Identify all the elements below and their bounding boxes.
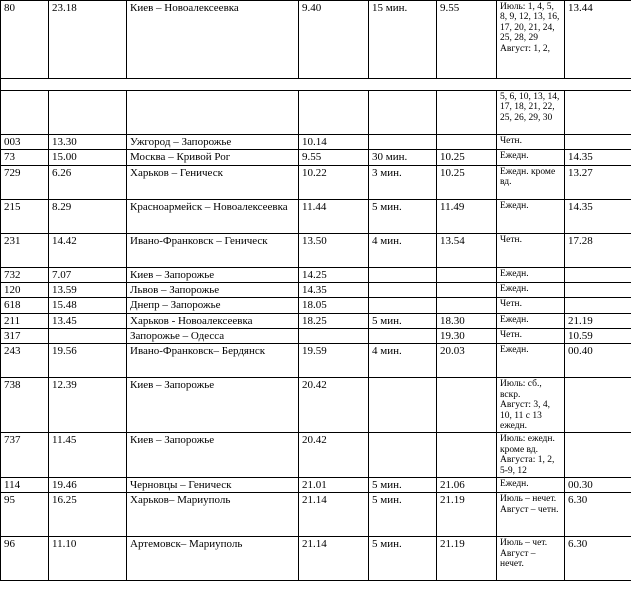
route-name-cell: Киев – Запорожье — [127, 378, 299, 433]
arrival-time-cell: 9.55 — [299, 150, 369, 165]
train-number-cell: 243 — [1, 344, 49, 378]
route-name-cell: Ужгород – Запорожье — [127, 135, 299, 150]
table-row — [1, 537, 631, 581]
departure-time-cell: 11.49 — [437, 199, 497, 233]
departure-time-cell — [437, 378, 497, 433]
stop-duration-cell — [369, 433, 437, 478]
stop-duration-cell: 4 мин. — [369, 344, 437, 378]
running-days-cell: Ежедн. кроме вд. — [497, 165, 565, 199]
section-gap — [1, 79, 631, 91]
departure-time-cell: 21.19 — [437, 493, 497, 537]
departure-time-cell: 9.55 — [437, 1, 497, 79]
table-row — [1, 199, 631, 233]
arrival-time-cell — [299, 91, 369, 135]
running-days-cell: Июль: 1, 4, 5, 8, 9, 12, 13, 16, 17, 20, 21, 24, 25, 28, 29 Август: 1, 2, — [497, 1, 565, 79]
running-days-cell: Ежедн. — [497, 344, 565, 378]
final-arrival-time-cell: 6.30 — [565, 493, 631, 537]
route-name-cell — [127, 91, 299, 135]
route-name-cell: Харьков– Мариуполь — [127, 493, 299, 537]
running-days-cell: Июль – чет. Август – нечет. — [497, 537, 565, 581]
departure-origin-time-cell: 13.30 — [49, 135, 127, 150]
arrival-time-cell: 20.42 — [299, 433, 369, 478]
departure-origin-time-cell: 7.07 — [49, 267, 127, 282]
table-row — [1, 267, 631, 282]
departure-time-cell: 13.54 — [437, 233, 497, 267]
table-row — [1, 150, 631, 165]
final-arrival-time-cell — [565, 378, 631, 433]
route-name-cell: Киев – Запорожье — [127, 267, 299, 282]
departure-time-cell — [437, 267, 497, 282]
stop-duration-cell — [369, 378, 437, 433]
train-number-cell — [1, 91, 49, 135]
running-days-cell: Июль: ежедн. кроме вд. Августа: 1, 2, 5-9, 12 — [497, 433, 565, 478]
arrival-time-cell: 10.14 — [299, 135, 369, 150]
departure-time-cell — [437, 91, 497, 135]
departure-time-cell: 10.25 — [437, 150, 497, 165]
arrival-time-cell: 11.44 — [299, 199, 369, 233]
departure-time-cell: 21.06 — [437, 478, 497, 493]
running-days-cell: Ежедн. — [497, 313, 565, 328]
route-name-cell: Запорожье – Одесса — [127, 328, 299, 343]
departure-time-cell: 19.30 — [437, 328, 497, 343]
arrival-time-cell: 21.14 — [299, 537, 369, 581]
departure-origin-time-cell: 13.45 — [49, 313, 127, 328]
route-name-cell: Ивано-Франковск – Геническ — [127, 233, 299, 267]
departure-origin-time-cell: 12.39 — [49, 378, 127, 433]
route-name-cell: Харьков - Новоалексеевка — [127, 313, 299, 328]
departure-origin-time-cell: 11.45 — [49, 433, 127, 478]
route-name-cell: Ивано-Франковск– Бердянск — [127, 344, 299, 378]
train-number-cell: 003 — [1, 135, 49, 150]
running-days-cell: Четн. — [497, 328, 565, 343]
train-number-cell: 729 — [1, 165, 49, 199]
route-name-cell: Киев – Новоалексеевка — [127, 1, 299, 79]
running-days-cell: Ежедн. — [497, 282, 565, 297]
stop-duration-cell: 5 мин. — [369, 199, 437, 233]
final-arrival-time-cell: 13.27 — [565, 165, 631, 199]
stop-duration-cell — [369, 91, 437, 135]
table-row — [1, 478, 631, 493]
final-arrival-time-cell — [565, 267, 631, 282]
arrival-time-cell: 18.25 — [299, 313, 369, 328]
train-number-cell: 80 — [1, 1, 49, 79]
stop-duration-cell: 3 мин. — [369, 165, 437, 199]
running-days-cell: Ежедн. — [497, 199, 565, 233]
table-row — [1, 91, 631, 135]
departure-origin-time-cell: 13.59 — [49, 282, 127, 297]
running-days-cell: Ежедн. — [497, 267, 565, 282]
final-arrival-time-cell — [565, 135, 631, 150]
final-arrival-time-cell — [565, 282, 631, 297]
route-name-cell: Киев – Запорожье — [127, 433, 299, 478]
final-arrival-time-cell: 10.59 — [565, 328, 631, 343]
stop-duration-cell — [369, 135, 437, 150]
stop-duration-cell: 5 мин. — [369, 313, 437, 328]
train-number-cell: 732 — [1, 267, 49, 282]
departure-origin-time-cell: 15.48 — [49, 298, 127, 313]
final-arrival-time-cell: 17.28 — [565, 233, 631, 267]
table-row — [1, 378, 631, 433]
running-days-cell: Четн. — [497, 135, 565, 150]
running-days-cell: Июль: сб., вскр. Август: 3, 4, 10, 11 с 13 ежедн. — [497, 378, 565, 433]
stop-duration-cell — [369, 267, 437, 282]
departure-origin-time-cell: 16.25 — [49, 493, 127, 537]
running-days-cell: Четн. — [497, 298, 565, 313]
final-arrival-time-cell: 00.40 — [565, 344, 631, 378]
table-row — [1, 135, 631, 150]
departure-time-cell — [437, 433, 497, 478]
departure-origin-time-cell: 14.42 — [49, 233, 127, 267]
stop-duration-cell — [369, 328, 437, 343]
departure-time-cell: 18.30 — [437, 313, 497, 328]
final-arrival-time-cell: 21.19 — [565, 313, 631, 328]
table-row — [1, 298, 631, 313]
running-days-cell: 5, 6, 10, 13, 14, 17, 18, 21, 22, 25, 26, 29, 30 — [497, 91, 565, 135]
departure-time-cell: 20.03 — [437, 344, 497, 378]
train-number-cell: 211 — [1, 313, 49, 328]
running-days-cell: Четн. — [497, 233, 565, 267]
departure-origin-time-cell — [49, 91, 127, 135]
train-number-cell: 114 — [1, 478, 49, 493]
arrival-time-cell: 14.25 — [299, 267, 369, 282]
departure-origin-time-cell: 11.10 — [49, 537, 127, 581]
departure-origin-time-cell: 15.00 — [49, 150, 127, 165]
table-row — [1, 344, 631, 378]
departure-time-cell — [437, 298, 497, 313]
stop-duration-cell: 5 мин. — [369, 493, 437, 537]
stop-duration-cell: 5 мин. — [369, 537, 437, 581]
stop-duration-cell — [369, 282, 437, 297]
arrival-time-cell — [299, 328, 369, 343]
departure-time-cell: 21.19 — [437, 537, 497, 581]
arrival-time-cell: 21.01 — [299, 478, 369, 493]
final-arrival-time-cell — [565, 433, 631, 478]
departure-origin-time-cell: 19.56 — [49, 344, 127, 378]
departure-origin-time-cell: 19.46 — [49, 478, 127, 493]
train-number-cell: 96 — [1, 537, 49, 581]
timetable-body — [1, 1, 631, 581]
table-row — [1, 328, 631, 343]
table-row — [1, 313, 631, 328]
arrival-time-cell: 13.50 — [299, 233, 369, 267]
running-days-cell: Июль – нечет. Август – четн. — [497, 493, 565, 537]
departure-time-cell: 10.25 — [437, 165, 497, 199]
departure-time-cell — [437, 282, 497, 297]
route-name-cell: Черновцы – Геническ — [127, 478, 299, 493]
train-number-cell: 120 — [1, 282, 49, 297]
arrival-time-cell: 9.40 — [299, 1, 369, 79]
route-name-cell: Львов – Запорожье — [127, 282, 299, 297]
route-name-cell: Артемовск– Мариуполь — [127, 537, 299, 581]
train-number-cell: 738 — [1, 378, 49, 433]
running-days-cell: Ежедн. — [497, 478, 565, 493]
stop-duration-cell — [369, 298, 437, 313]
final-arrival-time-cell: 00.30 — [565, 478, 631, 493]
stop-duration-cell: 4 мин. — [369, 233, 437, 267]
departure-origin-time-cell: 23.18 — [49, 1, 127, 79]
train-number-cell: 95 — [1, 493, 49, 537]
departure-origin-time-cell — [49, 328, 127, 343]
train-number-cell: 215 — [1, 199, 49, 233]
table-row — [1, 233, 631, 267]
stop-duration-cell: 5 мин. — [369, 478, 437, 493]
table-row — [1, 493, 631, 537]
final-arrival-time-cell: 13.44 — [565, 1, 631, 79]
arrival-time-cell: 18.05 — [299, 298, 369, 313]
section-gap-cell — [1, 79, 631, 91]
route-name-cell: Красноармейск – Новоалексеевка — [127, 199, 299, 233]
stop-duration-cell: 30 мин. — [369, 150, 437, 165]
final-arrival-time-cell: 14.35 — [565, 150, 631, 165]
arrival-time-cell: 20.42 — [299, 378, 369, 433]
table-row — [1, 282, 631, 297]
final-arrival-time-cell: 14.35 — [565, 199, 631, 233]
departure-origin-time-cell: 6.26 — [49, 165, 127, 199]
train-number-cell: 317 — [1, 328, 49, 343]
train-number-cell: 737 — [1, 433, 49, 478]
final-arrival-time-cell — [565, 298, 631, 313]
departure-time-cell — [437, 135, 497, 150]
table-row — [1, 165, 631, 199]
final-arrival-time-cell: 6.30 — [565, 537, 631, 581]
route-name-cell: Днепр – Запорожье — [127, 298, 299, 313]
table-row — [1, 433, 631, 478]
arrival-time-cell: 14.35 — [299, 282, 369, 297]
departure-origin-time-cell: 8.29 — [49, 199, 127, 233]
arrival-time-cell: 21.14 — [299, 493, 369, 537]
arrival-time-cell: 19.59 — [299, 344, 369, 378]
stop-duration-cell: 15 мин. — [369, 1, 437, 79]
route-name-cell: Харьков – Геническ — [127, 165, 299, 199]
train-number-cell: 231 — [1, 233, 49, 267]
running-days-cell: Ежедн. — [497, 150, 565, 165]
arrival-time-cell: 10.22 — [299, 165, 369, 199]
route-name-cell: Москва – Кривой Рог — [127, 150, 299, 165]
table-row — [1, 1, 631, 79]
train-number-cell: 618 — [1, 298, 49, 313]
final-arrival-time-cell — [565, 91, 631, 135]
train-number-cell: 73 — [1, 150, 49, 165]
